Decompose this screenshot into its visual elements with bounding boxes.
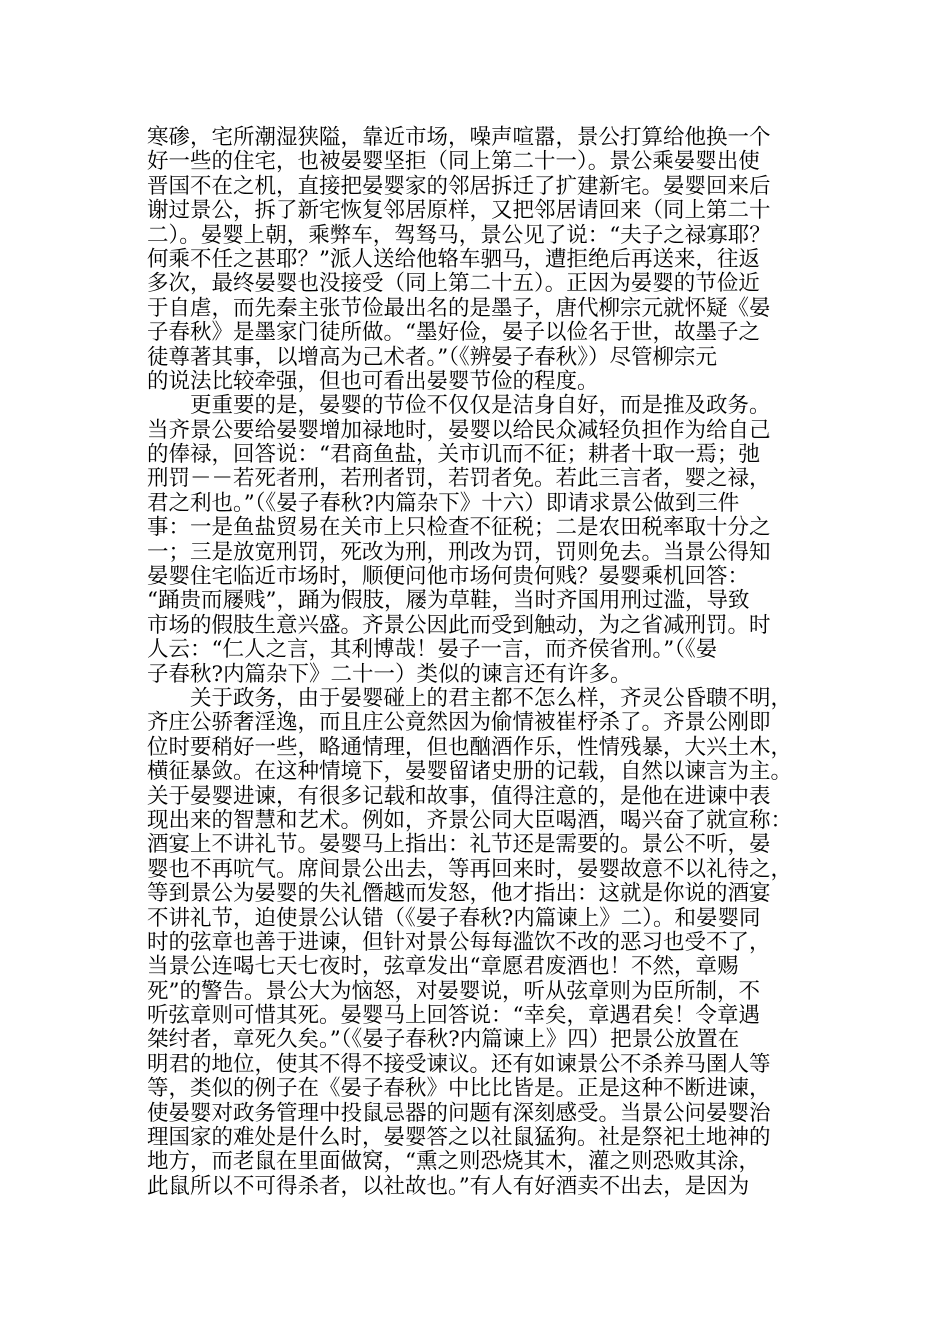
text-line: 君之利也。”（《晏子春秋?内篇杂下》十六）即请求景公做到三件: [147, 490, 740, 516]
text-line: 人云：“仁人之言，其利博哉！晏子一言，而齐侯省刑。”（《晏: [147, 637, 718, 663]
text-line: 等，类似的例子在《晏子春秋》中比比皆是。正是这种不断进谏，: [147, 1076, 771, 1102]
text-line: 于自虐，而先秦主张节俭最出名的是墨子，唐代柳宗元就怀疑《晏: [147, 295, 771, 321]
text-line: 等到景公为晏婴的失礼僭越而发怒，他才指出：这就是你说的酒宴: [147, 881, 771, 907]
text-line: 桀纣者，章死久矣。”（《晏子春秋?内篇谏上》四）把景公放置在: [147, 1027, 740, 1053]
text-line: 听弦章则可惜其死。晏婴马上回答说：“幸矣，章遇君矣！令章遇: [147, 1003, 760, 1029]
text-line: 使晏婴对政务管理中投鼠忌器的问题有深刻感受。当景公问晏婴治: [147, 1100, 771, 1126]
text-line: “踊贵而屦贱”，踊为假肢，屦为草鞋，当时齐国用刑过滥，导致: [147, 588, 750, 614]
text-line: 子春秋》是墨家门徒所做。“墨好俭，晏子以俭名于世，故墨子之: [147, 320, 760, 346]
text-line: 好一些的住宅，也被晏婴坚拒（同上第二十一）。景公乘晏婴出使: [147, 149, 760, 175]
text-line: 二）。晏婴上朝，乘弊车，驾驽马，景公见了说：“夫子之禄寡耶？: [147, 222, 771, 248]
text-line: 的说法比较牵强，但也可看出晏婴节俭的程度。: [147, 368, 599, 394]
text-line: 时的弦章也善于进谏，但针对景公每每滥饮不改的恶习也受不了，: [147, 929, 771, 955]
text-line: 刑罚－－若死者刑，若刑者罚，若罚者免。若此三言者，婴之禄，: [147, 466, 771, 492]
text-line: 现出来的智慧和艺术。例如，齐景公同大臣喝酒，喝兴奋了就宣称：: [147, 807, 793, 833]
text-line: 事：一是鱼盐贸易在关市上只检查不征税；二是农田税率取十分之: [147, 515, 771, 541]
text-line: 理国家的难处是什么时，晏婴答之以社鼠猛狗。社是祭祀土地神的: [147, 1125, 771, 1151]
text-line: 不讲礼节，迫使景公认错（《晏子春秋?内篇谏上》二）。和晏婴同: [147, 905, 761, 931]
text-line: 何乘不任之甚耶？”派人送给他辂车驷马，遭拒绝后再送来，往返: [147, 246, 760, 272]
text-line: 寒碜，宅所潮湿狭隘，靠近市场，噪声喧嚣，景公打算给他换一个: [147, 125, 771, 150]
text-line: 齐庄公骄奢淫逸，而且庄公竟然因为偷情被崔杼杀了。齐景公刚即: [147, 710, 771, 736]
text-line: 死”的警告。景公大为恼怒，对晏婴说，听从弦章则为臣所制，不: [147, 978, 760, 1004]
text-line: 徒尊著其事，以增高为己术者。”（《辨晏子春秋》）尽管柳宗元: [147, 344, 717, 370]
text-line: 横征暴敛。在这种情境下，晏婴留诸史册的记载，自然以谏言为主。: [147, 759, 793, 785]
text-line: 此鼠所以不可得杀者，以社故也。”有人有好酒卖不出去，是因为: [147, 1173, 750, 1199]
text-line: 位时要稍好一些，略通情理，但也酗酒作乐，性情残暴，大兴土木，: [147, 734, 793, 760]
text-line: 关于政务，由于晏婴碰上的君主都不怎么样，齐灵公昏聩不明，: [147, 685, 793, 711]
text-line: 关于晏婴进谏，有很多记载和故事，值得注意的，是他在进谏中表: [147, 783, 771, 809]
text-line: 谢过景公，拆了新宅恢复邻居原样，又把邻居请回来（同上第二十: [147, 198, 771, 224]
text-line: 一；三是放宽刑罚，死改为刑，刑改为罚，罚则免去。当景公得知: [147, 539, 771, 565]
body-text: [147, 126, 807, 1199]
text-line: 更重要的是，晏婴的节俭不仅仅是洁身自好，而是推及政务。: [147, 393, 771, 419]
text-line: 的俸禄，回答说：“君商鱼盐，关市讥而不征；耕者十取一焉；弛: [147, 442, 760, 468]
text-line: 当齐景公要给晏婴增加禄地时，晏婴以给民众减轻负担作为给自己: [147, 417, 771, 443]
text-line: 晏婴住宅临近市场时，顺便问他市场何贵何贱？晏婴乘机回答：: [147, 564, 750, 590]
text-line: 子春秋?内篇杂下》二十一）类似的谏言还有许多。: [147, 661, 632, 687]
text-line: 多次，最终晏婴也没接受（同上第二十五）。正因为晏婴的节俭近: [147, 271, 760, 297]
text-line: 地方，而老鼠在里面做窝，“熏之则恐烧其木，灌之则恐败其涂，: [147, 1149, 760, 1175]
text-line: 市场的假肢生意兴盛。齐景公因此而受到触动，为之省减刑罚。时: [147, 612, 771, 638]
text-line: 婴也不再吭气。席间景公出去，等再回来时，晏婴故意不以礼待之，: [147, 856, 793, 882]
text-line: 晋国不在之机，直接把晏婴家的邻居拆迁了扩建新宅。晏婴回来后: [147, 173, 771, 199]
text-line: 酒宴上不讲礼节。晏婴马上指出：礼节还是需要的。景公不听，晏: [147, 832, 771, 858]
text-line: 明君的地位，使其不得不接受谏议。还有如谏景公不杀养马圉人等: [147, 1051, 771, 1077]
text-line: 当景公连喝七天七夜时，弦章发出“章愿君废酒也！不然，章赐: [147, 954, 739, 980]
